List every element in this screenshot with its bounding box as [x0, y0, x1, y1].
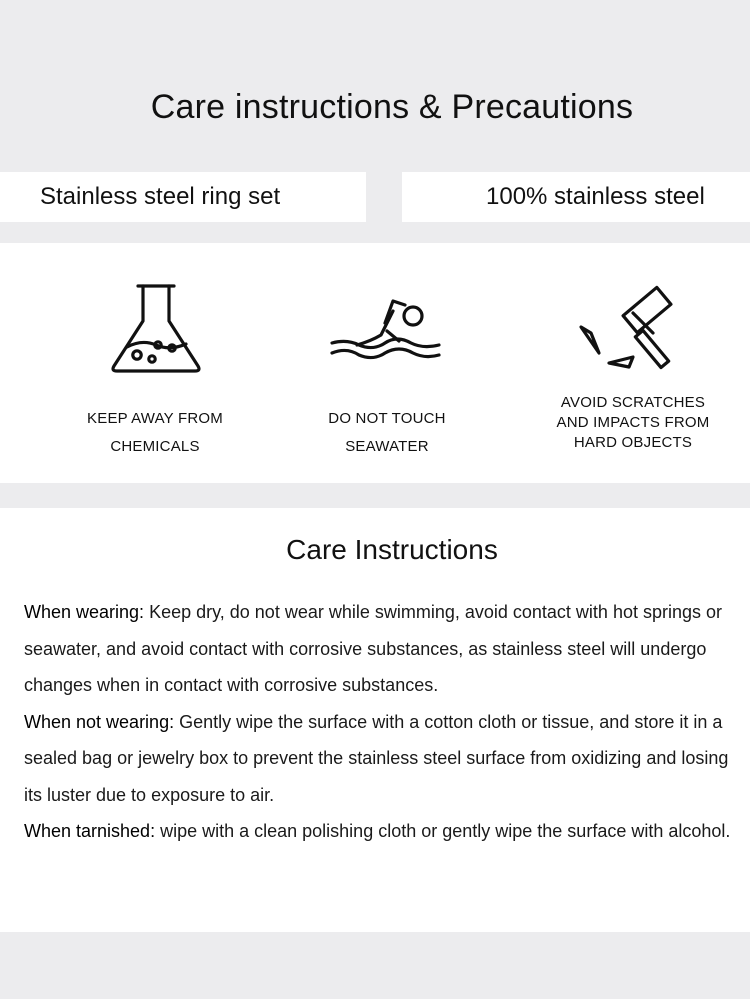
care-instructions-panel — [0, 508, 750, 932]
precaution-impacts — [523, 243, 743, 453]
care-text: Gently wipe the surface with a cotton cloth or tissue, and store it in a sealed bag or jewelry box to prevent the stainless steel surface from oxidizing and losing its luster due to exposure to air. — [24, 711, 729, 805]
care-body — [24, 594, 744, 850]
care-lead: When tarnished: — [24, 821, 156, 841]
precaution-label-line: HARD OBJECTS — [573, 434, 693, 451]
precaution-chemicals — [45, 243, 265, 457]
care-text: Keep dry, do not wear while swimming, avoid contact with hot springs or seawater, and avoid contact with corrosive substances, as stainless steel will undergo changes when in contact with corrosive substances. — [24, 602, 722, 695]
precautions-panel — [0, 243, 750, 483]
care-lead: When wearing: — [24, 602, 145, 622]
precaution-seawater — [277, 243, 497, 457]
care-paragraph — [24, 704, 744, 814]
product-name: Stainless steel ring set — [40, 183, 281, 210]
care-paragraph — [24, 813, 744, 850]
care-paragraph — [24, 594, 744, 704]
precaution-label-line: SEAWATER — [345, 438, 429, 455]
page-title: Care instructions & Precautions — [150, 88, 634, 126]
care-lead: When not wearing: — [24, 711, 175, 732]
flask-icon — [100, 281, 210, 391]
swimmer-icon — [327, 281, 447, 391]
product-name-label — [0, 172, 366, 222]
material-label — [402, 172, 750, 222]
precaution-label-line: CHEMICALS — [110, 438, 200, 455]
hammer-icon — [573, 281, 693, 391]
material-text: 100% stainless steel — [486, 183, 705, 210]
precaution-label-line: DO NOT TOUCH — [328, 410, 446, 427]
care-title: Care Instructions — [286, 534, 498, 565]
precaution-label-line: AND IMPACTS FROM — [556, 414, 710, 431]
care-text: wipe with a clean polishing cloth or gently wipe the surface with alcohol. — [155, 821, 731, 841]
precaution-label-line: KEEP AWAY FROM — [87, 410, 223, 427]
precaution-label-line: AVOID SCRATCHES — [560, 394, 706, 411]
